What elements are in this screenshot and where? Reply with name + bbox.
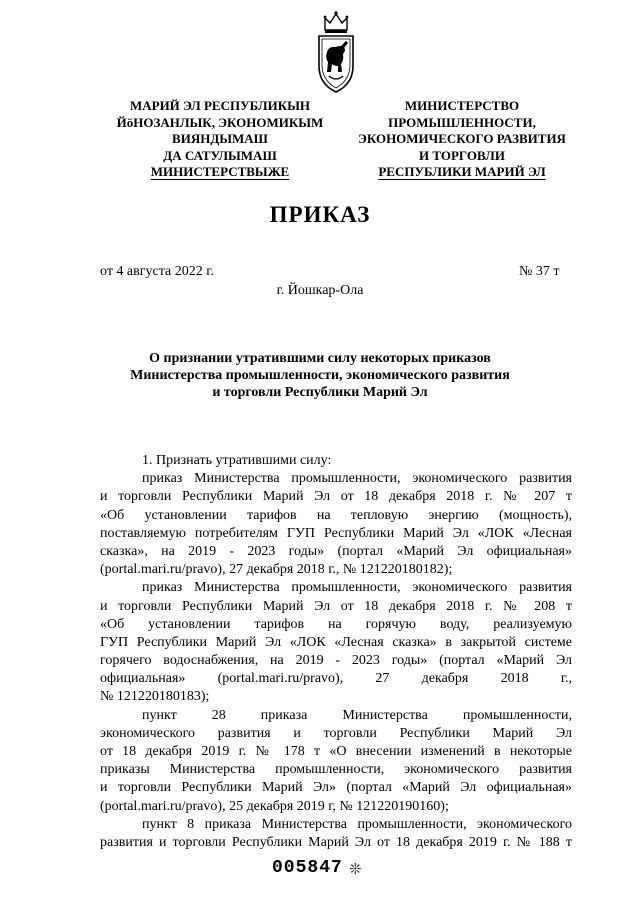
- header-left-line: МИНИСТЕРСТВЫЖЕ: [150, 164, 290, 179]
- body-line: приказы Министерства промышленности, экономического развития: [100, 762, 572, 778]
- header-left: [110, 98, 330, 181]
- body-line: поставляемую потребителям ГУП Республики Марий Эл «ЛОК «Лесная: [100, 525, 572, 541]
- order-city: г. Йошкар-Ола: [276, 283, 364, 298]
- body-line: (portal.mari.ru/pravo), 25 декабря 2019 г, № 121220190160);: [100, 798, 449, 814]
- body-line: «Об установлении тарифов на горячую воду, реализуемую: [100, 616, 572, 632]
- form-serial-number: 005847: [272, 858, 343, 878]
- body-line: приказ Министерства промышленности, экономического развития: [142, 471, 572, 487]
- body-line: пункт 28 приказа Министерства промышленности,: [142, 707, 572, 723]
- order-subject: [0, 350, 640, 401]
- subject-line: и торговли Республики Марий Эл: [212, 385, 428, 400]
- header-left-line: ДА САТУЛЫМАШ: [163, 147, 277, 163]
- header-left-line: ВИЯНДЫМАШ: [172, 131, 268, 146]
- order-body: [100, 452, 572, 852]
- serial-mark: ❊: [349, 862, 362, 878]
- body-line: экономического развития и торговли Республики Марий Эл: [100, 725, 572, 741]
- body-line: сказка», на 2019 - 2023 годы» (портал «Марий Эл официальная»: [100, 543, 572, 559]
- header-right-line: ЭКОНОМИЧЕСКОГО РАЗВИТИЯ: [358, 131, 566, 146]
- header-left-line: МАРИЙ ЭЛ РЕСПУБЛИКЫН: [129, 98, 311, 113]
- subject-line: О признании утратившими силу некоторых приказов: [149, 351, 491, 366]
- header-right-line: РЕСПУБЛИКИ МАРИЙ ЭЛ: [378, 164, 546, 179]
- body-line: горячего водоснабжения, на 2019 - 2023 годы» (портал «Марий Эл: [100, 653, 572, 669]
- body-line: от 18 декабря 2019 г. № 178 т «О внесении изменений в некоторые: [100, 744, 572, 759]
- coat-of-arms-icon: [313, 8, 359, 94]
- document-title: ПРИКАЗ: [269, 202, 371, 227]
- header-right: [352, 98, 572, 181]
- body-line: и торговли Республики Марий Эл от 18 декабря 2018 г. № 207 т: [100, 489, 572, 505]
- body-line: пункт 8 приказа Министерства промышленности, экономического: [142, 816, 572, 832]
- body-line: (portal.mari.ru/pravo), 27 декабря 2018 г., № 121220180182);: [100, 562, 453, 578]
- header-right-line: И ТОРГОВЛИ: [419, 147, 505, 163]
- body-line: и торговли Республики Марий Эл от 18 декабря 2018 г. № 208 т: [100, 598, 572, 614]
- body-line: ГУП Республики Марий Эл «ЛОК «Лесная сказка» в закрытой системе: [100, 634, 572, 650]
- order-date: от 4 августа 2022 г.: [100, 264, 214, 279]
- order-number: № 37 т: [519, 264, 560, 279]
- body-line: приказ Министерства промышленности, экономического развития: [142, 580, 572, 596]
- body-line: № 121220180183);: [100, 689, 210, 705]
- body-line: развития и торговли Республики Марий Эл от 18 декабря 2019 г. № 188 т: [100, 834, 572, 850]
- subject-line: Министерства промышленности, экономического развития: [130, 368, 510, 383]
- header-right-line: МИНИСТЕРСТВО: [404, 98, 520, 113]
- body-line: и торговли Республики Марий Эл» (портал «Марий Эл официальная»: [100, 780, 572, 796]
- body-line: официальная» (portal.mari.ru/pravo), 27 декабря 2018 г.,: [100, 671, 572, 687]
- body-line: «Об установлении тарифов на тепловую энергию (мощность),: [100, 507, 572, 523]
- body-line: 1. Признать утратившими силу:: [142, 453, 332, 468]
- header-right-line: ПРОМЫШЛЕННОСТИ,: [388, 114, 536, 130]
- header-left-line: ЙӧНОЗАНЛЫК, ЭКОНОМИКЫМ: [116, 114, 324, 130]
